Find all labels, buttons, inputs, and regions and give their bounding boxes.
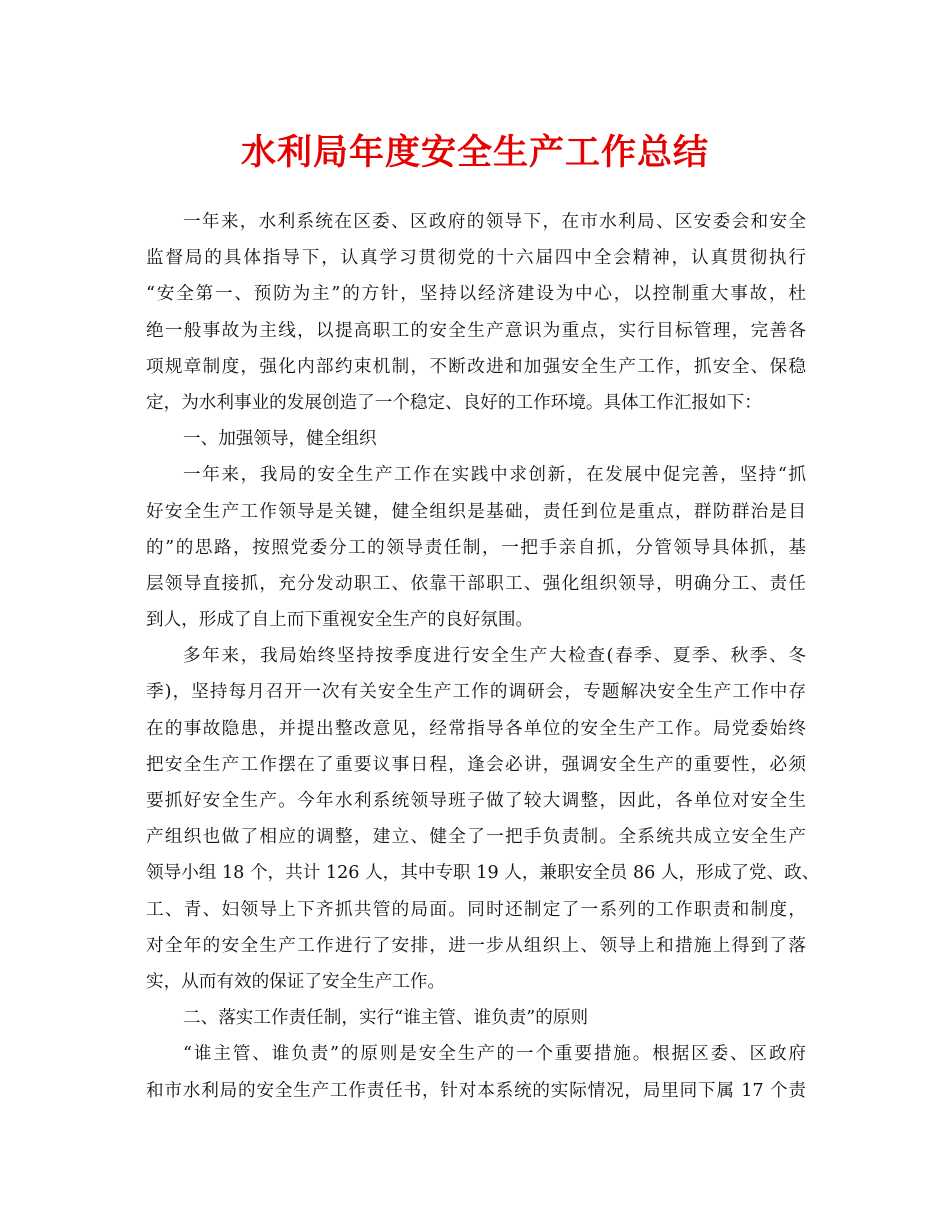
paragraph-line: 对全年的安全生产工作进行了安排，进一步从组织上、领导上和措施上得到了落	[146, 935, 806, 956]
paragraph-line: 产组织也做了相应的调整，建立、健全了一把手负责制。全系统共成立安全生产	[146, 827, 806, 848]
paragraph-line: 和市水利局的安全生产工作责任书，针对本系统的实际情况，局里同下属 17 个责	[146, 1080, 806, 1101]
paragraph-line: 多年来，我局始终坚持按季度进行安全生产大检查(春季、夏季、秋季、冬	[183, 646, 806, 667]
paragraph-line: “安全第一、预防为主”的方针，坚持以经济建设为中心，以控制重大事故，杜	[146, 284, 806, 305]
paragraph-line: 在的事故隐患，并提出整改意见，经常指导各单位的安全生产工作。局党委始终	[146, 718, 806, 739]
paragraph-line: 一年来，我局的安全生产工作在实践中求创新，在发展中促完善，坚持“抓	[183, 465, 806, 486]
paragraph-line: 项规章制度，强化内部约束机制，不断改进和加强安全生产工作，抓安全、保稳	[146, 356, 806, 377]
paragraph-line: “谁主管、谁负责”的原则是安全生产的一个重要措施。根据区委、区政府	[183, 1044, 806, 1065]
paragraph-line: 的”的思路，按照党委分工的领导责任制，一把手亲自抓，分管领导具体抓，基	[146, 537, 806, 558]
paragraph-line: 工、青、妇领导上下齐抓共管的局面。同时还制定了一系列的工作职责和制度，	[146, 899, 806, 920]
paragraph-line: 层领导直接抓，充分发动职工、依靠干部职工、强化组织领导，明确分工、责任	[146, 573, 806, 594]
paragraph-line: 把安全生产工作摆在了重要议事日程，逢会必讲，强调安全生产的重要性，必须	[146, 754, 806, 775]
paragraph-line: 要抓好安全生产。今年水利系统领导班子做了较大调整，因此，各单位对安全生	[146, 791, 806, 811]
document-body	[146, 204, 820, 1109]
paragraph-line: 到人，形成了自上而下重视安全生产的良好氛围。	[146, 610, 534, 631]
paragraph-line: 实，从而有效的保证了安全生产工作。	[146, 971, 446, 992]
section-heading: 二、落实工作责任制，实行“谁主管、谁负责”的原则	[183, 1008, 589, 1029]
document-title: 水利局年度安全生产工作总结	[240, 132, 709, 173]
paragraph-line: 一年来，水利系统在区委、区政府的领导下，在市水利局、区安委会和安全	[183, 212, 806, 232]
paragraph-line: 绝一般事故为主线，以提高职工的安全生产意识为重点，实行目标管理，完善各	[146, 320, 806, 341]
paragraph-line: 监督局的具体指导下，认真学习贯彻党的十六届四中全会精神，认真贯彻执行	[146, 248, 806, 269]
paragraph-line: 领导小组 18 个，共计 126 人，其中专职 19 人，兼职安全员 86 人，形成了党、政、	[146, 863, 820, 884]
paragraph-line: 好安全生产工作领导是关键，健全组织是基础，责任到位是重点，群防群治是目	[146, 501, 806, 522]
paragraph-line: 季)，坚持每月召开一次有关安全生产工作的调研会，专题解决安全生产工作中存	[146, 682, 806, 703]
paragraph-line: 定，为水利事业的发展创造了一个稳定、良好的工作环境。具体工作汇报如下：	[146, 392, 762, 413]
section-heading: 一、加强领导，健全组织	[183, 429, 377, 450]
